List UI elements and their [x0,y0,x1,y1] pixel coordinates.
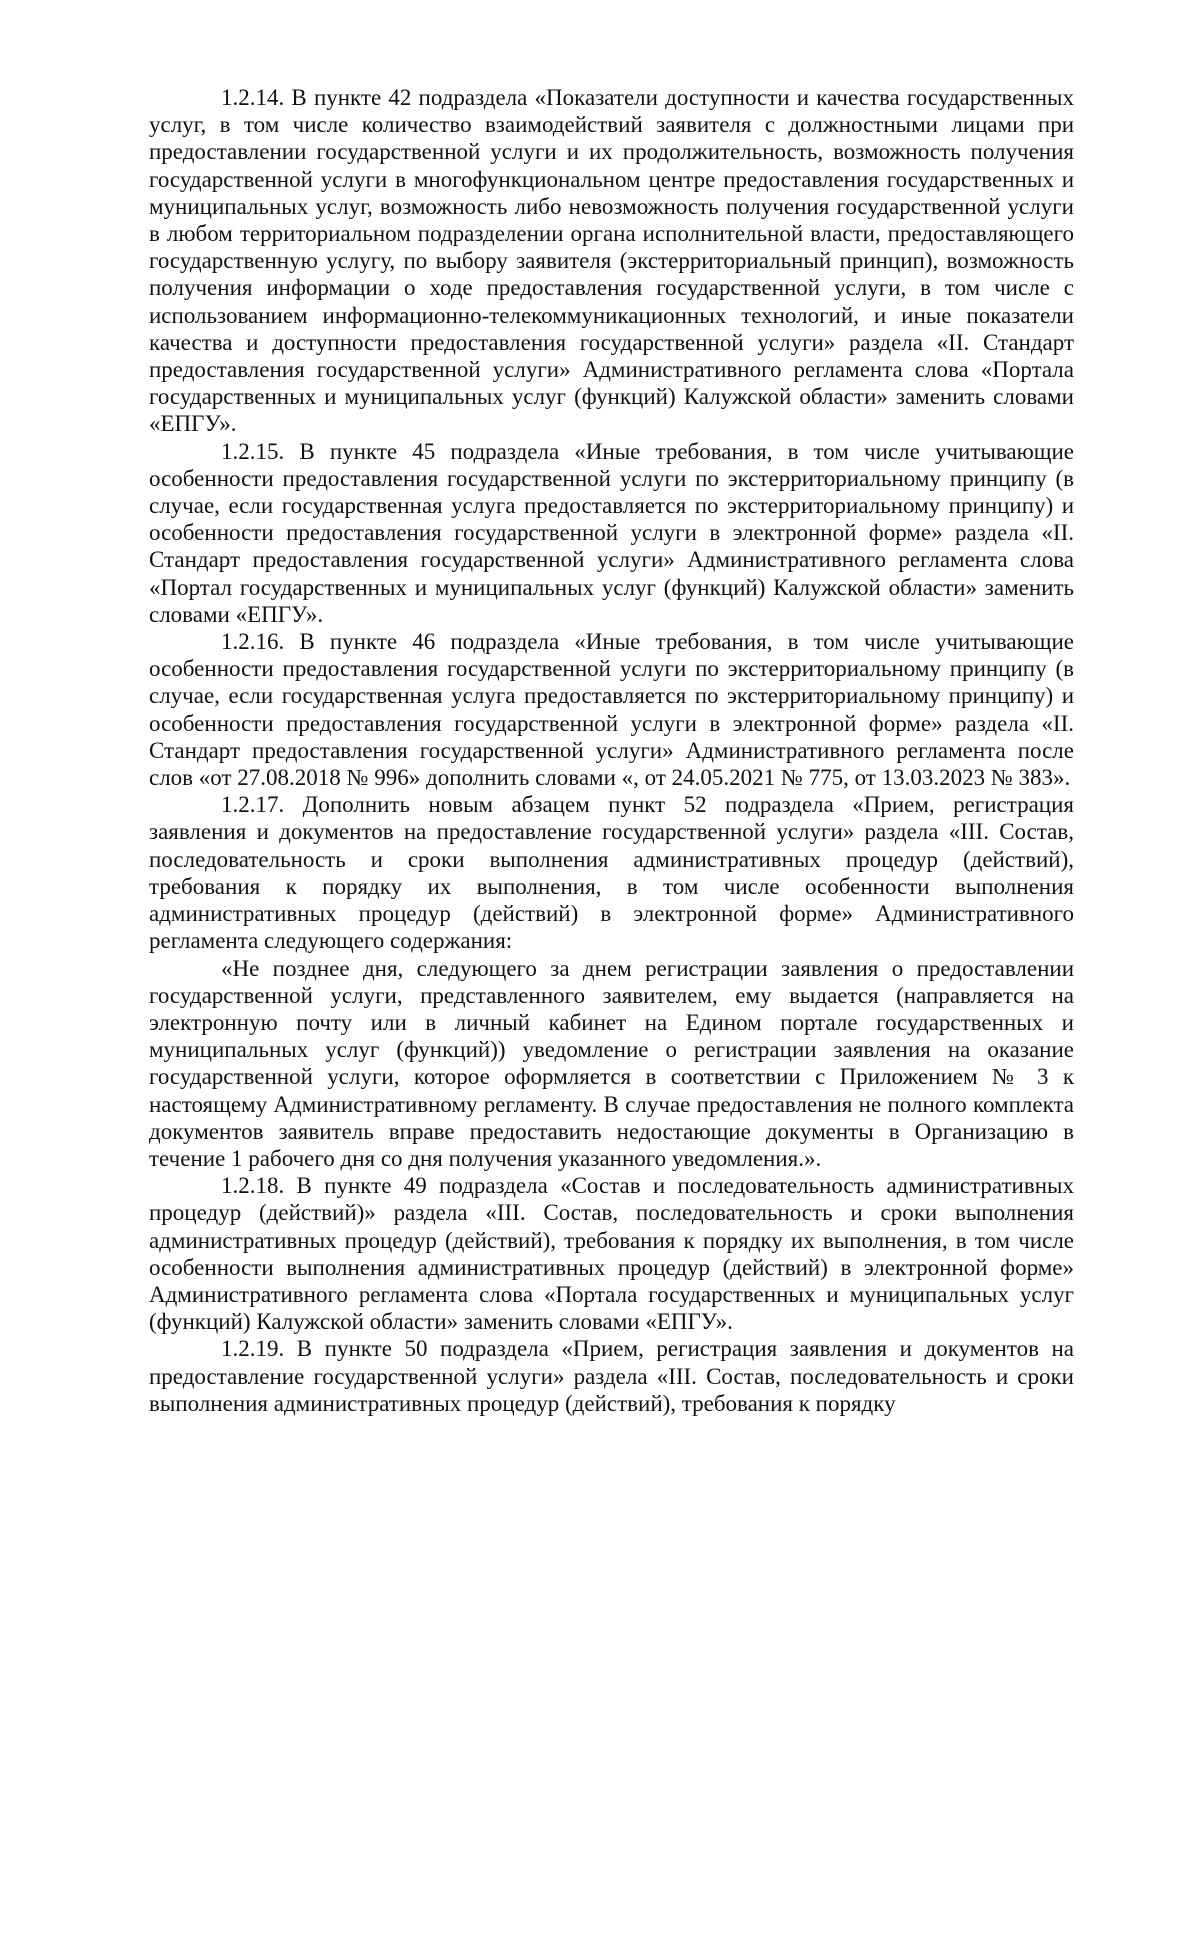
paragraph-1-2-19: 1.2.19. В пункте 50 подраздела «Прием, регистрация заявления и документов на предоставление государственной услуги» раздела «III. Состав, последовательность и сроки выполнения административных процедур (действий), требования к порядку [149,1336,1074,1416]
quoted-paragraph: «Не позднее дня, следующего за днем регистрации заявления о предоставлении государственной услуги, представленного заявителем, ему выдается (направляется на электронную почту или в личный кабинет на Едином портале государственных и муниципальных услуг (функций)) уведомление о регистрации заявления на оказание государственной услуги, которое оформляется в соответствии с Приложением № 3 к настоящему Административному регламенту. В случае предоставления не полного комплекта документов заявитель вправе предоставить недостающие документы в Организацию в течение 1 рабочего дня со дня получения указанного уведомления.». [149,955,1074,1171]
paragraph-1-2-18: 1.2.18. В пункте 49 подраздела «Состав и последовательность административных процедур (действий)» раздела «III. Состав, последовательность и сроки выполнения административных процедур (действий), требования к порядку их выполнения, в том числе особенности выполнения административных процедур (действий) в электронной форме» Административного регламента слова «Портала государственных и муниципальных услуг (функций) Калужской области» заменить словами «ЕПГУ». [149,1173,1074,1335]
paragraph-1-2-15: 1.2.15. В пункте 45 подраздела «Иные требования, в том числе учитывающие особенности предоставления государственной услуги по экстерриториальному принципу (в случае, если государственная услуга предоставляется по экстерриториальному принципу) и особенности предоставления государственной услуги в электронной форме» раздела «II. Стандарт предоставления государственной услуги» Административного регламента слова «Портал государственных и муниципальных услуг (функций) Калужской области» заменить словами «ЕПГУ». [149,438,1074,627]
paragraph-1-2-14: 1.2.14. В пункте 42 подраздела «Показатели доступности и качества государственных услуг, в том числе количество взаимодействий заявителя с должностными лицами при предоставлении государственной услуги и их продолжительность, возможность получения государственной услуги в многофункциональном центре предоставления государственных и муниципальных услуг, возможность либо невозможность получения государственной услуги в любом территориальном подразделении органа исполнительной власти, предоставляющего государственную услугу, по выбору заявителя (экстерриториальный принцип), возможность получения информации о ходе предоставления государственной услуги, в том числе с использованием информационно-телекоммуникационных технологий, и иные показатели качества и доступности предоставления государственной услуги» раздела «II. Стандарт предоставления государственной услуги» Административного регламента слова «Портала государственных и муниципальных услуг (функций) Калужской области» заменить словами «ЕПГУ». [149,85,1074,437]
paragraph-1-2-17: 1.2.17. Дополнить новым абзацем пункт 52 подраздела «Прием, регистрация заявления и документов на предоставление государственной услуги» раздела «III. Состав, последовательность и сроки выполнения административных процедур (действий), требования к порядку их выполнения, в том числе особенности выполнения административных процедур (действий) в электронной форме» Административного регламента следующего содержания: [149,792,1074,954]
document-page [149,84,1074,1417]
paragraph-1-2-16: 1.2.16. В пункте 46 подраздела «Иные требования, в том числе учитывающие особенности предоставления государственной услуги по экстерриториальному принципу (в случае, если государственная услуга предоставляется по экстерриториальному принципу) и особенности предоставления государственной услуги в электронной форме» раздела «II. Стандарт предоставления государственной услуги» Административного регламента после слов «от 27.08.2018 № 996» дополнить словами «, от 24.05.2021 № 775, от 13.03.2023 № 383». [149,629,1074,791]
